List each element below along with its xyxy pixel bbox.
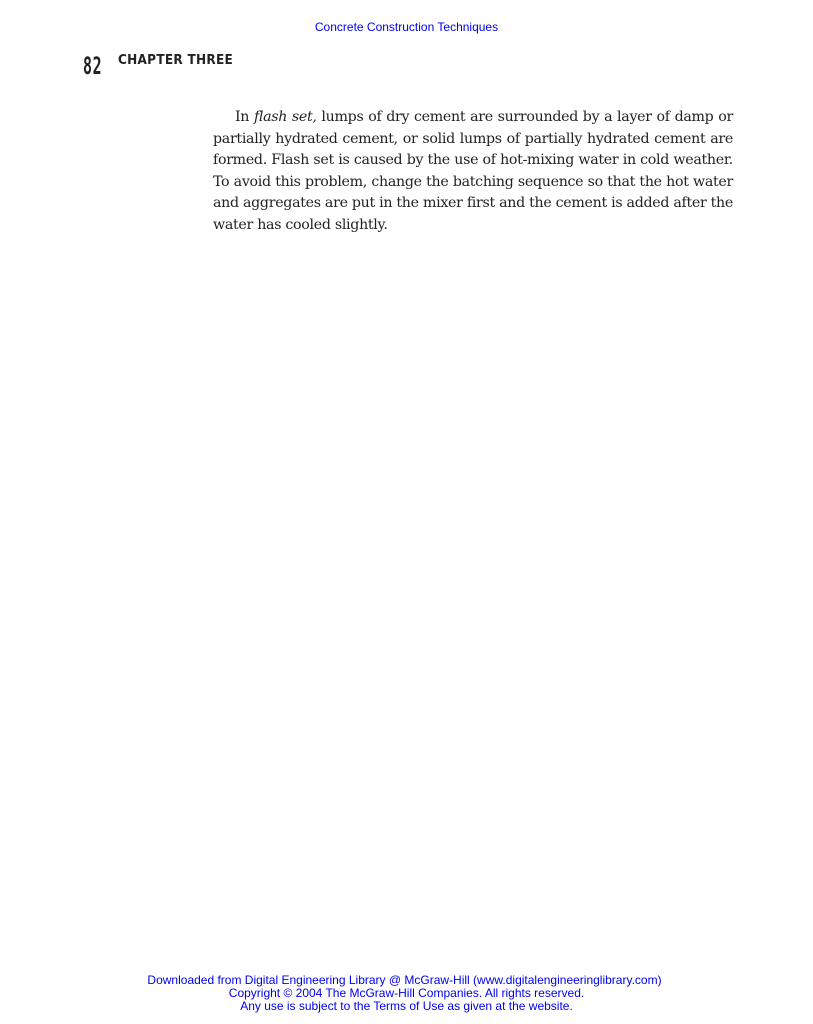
chapter-title: CHAPTER THREE — [118, 53, 234, 68]
page-number: 82 — [83, 52, 103, 80]
footer-download-line[interactable]: Downloaded from Digital Engineering Library @ McGraw-Hill (www.digitalengineeringlibrary.com) — [147, 973, 662, 987]
footer-terms-line[interactable]: Any use is subject to the Terms of Use as given at the website. — [240, 999, 573, 1013]
footer[interactable] — [0, 974, 813, 1013]
footer-copyright-line[interactable]: Copyright © 2004 The McGraw-Hill Companies. All rights reserved. — [228, 986, 585, 1000]
body-paragraph — [213, 107, 733, 237]
paragraph-term: flash set, — [253, 109, 317, 125]
book-title-link[interactable]: Concrete Construction Techniques — [314, 20, 499, 34]
paragraph-lead: In — [235, 109, 254, 125]
paragraph-rest: lumps of dry cement are surrounded by a layer of damp or partially hydrated cement, or solid lumps of partially hydrated cement are formed. Flash set is caused by the use of hot-mixing water in cold weather. To avoid this problem, change the batching sequence so that the hot water and aggregates are put in the mixer first and the cement is added after the water has cooled slightly. — [213, 109, 733, 233]
